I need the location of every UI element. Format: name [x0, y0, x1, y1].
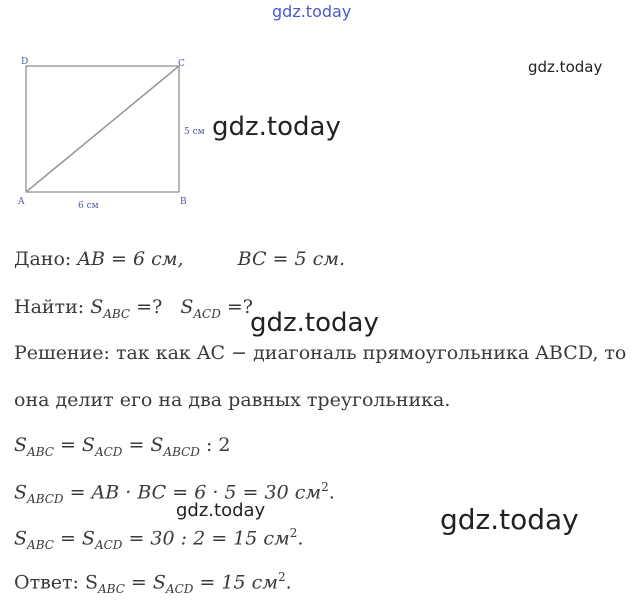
- find-label: Найти:: [14, 296, 85, 318]
- equation-3: [14, 526, 303, 552]
- eq1-sub3: ABCD: [163, 444, 200, 459]
- eq2-body: = AB · BC = 6 · 5 = 30 см: [63, 481, 322, 504]
- watermark-large-3: gdz.today: [440, 503, 579, 536]
- given-line: [14, 248, 345, 270]
- solution-line-1: Решение: так как AC − диагональ прямоугольника ABCD, то: [14, 342, 627, 364]
- find-line: [14, 296, 253, 321]
- equation-1: [14, 434, 231, 459]
- ans-body: = 15 см: [193, 571, 278, 594]
- vertex-d-label: D: [21, 57, 29, 67]
- watermark-middle: gdz.today: [176, 500, 266, 521]
- answer-line: [14, 570, 292, 596]
- eq3-sup: 2: [289, 526, 298, 540]
- find-s2: S: [180, 296, 194, 318]
- answer-label: Ответ: S: [14, 571, 98, 594]
- vertex-c-label: C: [178, 59, 185, 69]
- side-ab-length: 6 см: [78, 201, 99, 211]
- eq2-s: S: [14, 481, 28, 504]
- ans-sub2: ACD: [165, 582, 194, 597]
- given-label: Дано:: [14, 248, 72, 270]
- eq2-end: .: [328, 481, 335, 504]
- side-bc-length: 5 см: [184, 127, 205, 137]
- diagonal-ac: [26, 66, 179, 192]
- equation-2: [14, 480, 335, 506]
- eq3-sub1: ABC: [27, 538, 54, 553]
- ans-sub1: ABC: [98, 582, 125, 597]
- watermark-top: gdz.today: [272, 2, 352, 21]
- eq3-mid: = S: [53, 527, 95, 550]
- watermark-large-1: gdz.today: [212, 112, 341, 142]
- solution-line-2: она делит его на два равных треугольника.: [14, 389, 451, 411]
- ans-sup: 2: [277, 570, 286, 584]
- vertex-b-label: B: [180, 197, 187, 207]
- ans-end: .: [285, 571, 292, 594]
- find-acd-tail: =?: [220, 296, 253, 318]
- eq3-body: = 30 : 2 = 15 см: [122, 527, 290, 550]
- watermark-right: gdz.today: [528, 58, 603, 76]
- eq1-tail: : 2: [199, 434, 231, 456]
- given-ab: AB = 6 см,: [77, 248, 184, 270]
- eq1-sub1: ABC: [27, 444, 54, 459]
- eq1-mid: = S: [53, 434, 95, 456]
- given-bc: BC = 5 см.: [237, 248, 346, 270]
- eq2-sub: ABCD: [27, 492, 64, 507]
- rectangle-figure: [0, 0, 240, 220]
- ans-mid: = S: [124, 571, 166, 594]
- eq1-s: S: [14, 434, 28, 456]
- find-abc-sub: ABC: [103, 306, 131, 321]
- find-s1: S: [90, 296, 104, 318]
- find-acd-sub: ACD: [193, 306, 221, 321]
- eq1-mid2: = S: [122, 434, 164, 456]
- vertex-a-label: A: [18, 197, 25, 207]
- find-abc-tail: =?: [130, 296, 163, 318]
- eq3-end: .: [297, 527, 304, 550]
- eq3-s: S: [14, 527, 28, 550]
- eq3-sub2: ACD: [94, 538, 123, 553]
- eq2-sup: 2: [321, 480, 329, 494]
- eq1-sub2: ACD: [94, 444, 123, 459]
- watermark-large-2: gdz.today: [250, 308, 379, 338]
